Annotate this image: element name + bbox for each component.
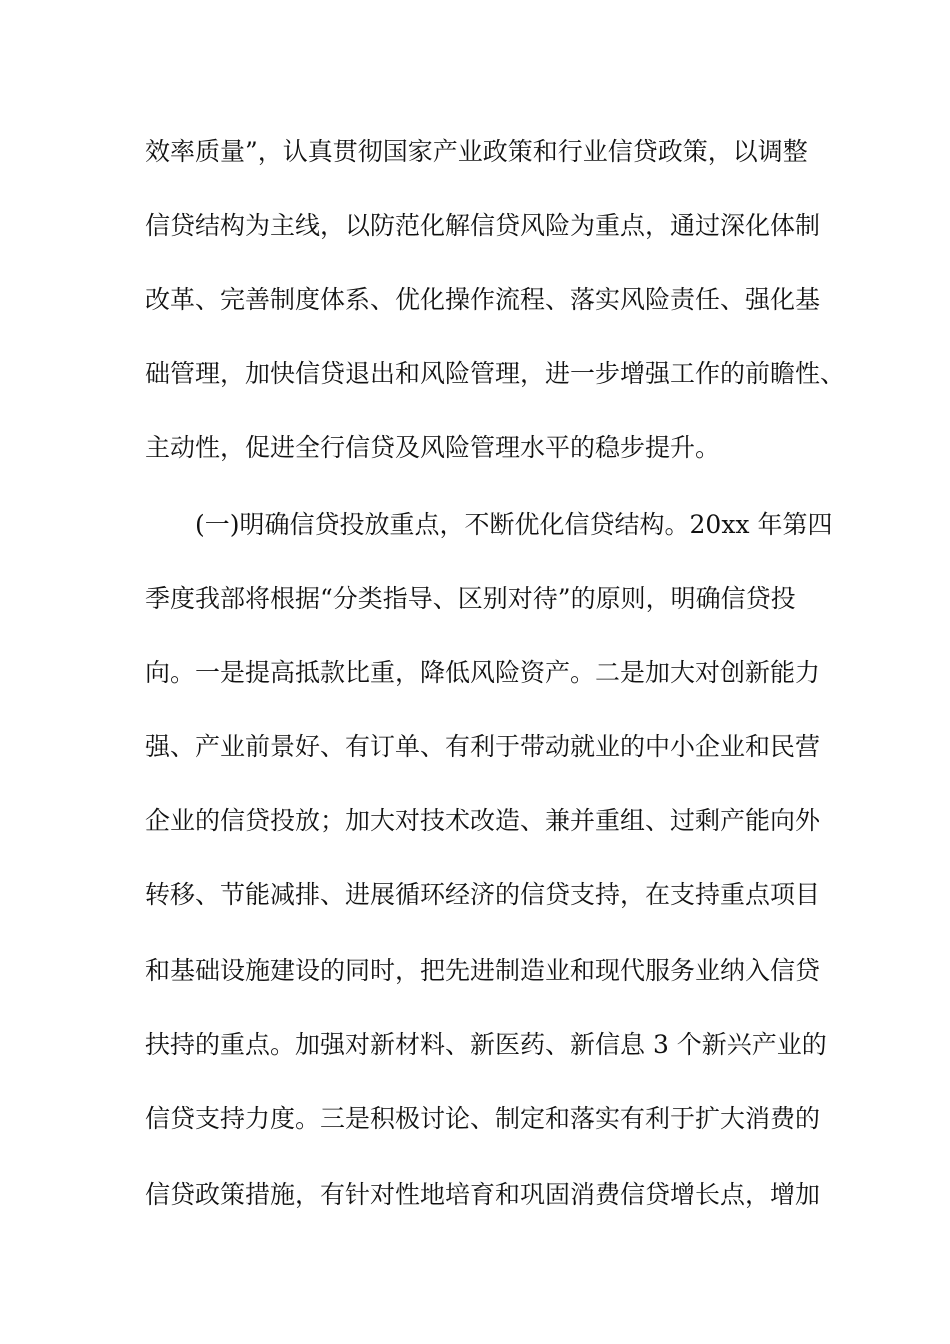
text-line: 扶持的重点。加强对新材料、新医药、新信息 3 个新兴产业的 [145,1030,827,1059]
text-line: 改革、完善制度体系、优化操作流程、落实风险责任、强化基 [145,285,821,314]
text-line: 主动性，促进全行信贷及风险管理水平的稳步提升。 [145,433,721,462]
text-line: 转移、节能减排、进展循环经济的信贷支持，在支持重点项目 [145,880,821,909]
text-line: 信贷支持力度。三是积极讨论、制定和落实有利于扩大消费的 [145,1104,821,1133]
text-line: 向。一是提高抵款比重，降低风险资产。二是加大对创新能力 [145,658,821,687]
text-line: 季度我部将根据“分类指导、区别对待”的原则，明确信贷投 [145,584,796,613]
text-line: 础管理，加快信贷退出和风险管理，进一步增强工作的前瞻性、 [145,359,846,388]
text-line: 信贷结构为主线，以防范化解信贷风险为重点，通过深化体制 [145,211,821,240]
text-line: 信贷政策措施，有针对性地培育和巩固消费信贷增长点，增加 [145,1180,821,1209]
text-line: 和基础设施建设的同时，把先进制造业和现代服务业纳入信贷 [145,956,821,985]
section-heading-line: (一)明确信贷投放重点，不断优化信贷结构。20xx 年第四 [195,510,833,539]
text-line: 效率质量”，认真贯彻国家产业政策和行业信贷政策，以调整 [145,137,808,166]
text-line: 强、产业前景好、有订单、有利于带动就业的中小企业和民营 [145,732,821,761]
text-line: 企业的信贷投放；加大对技术改造、兼并重组、过剩产能向外 [145,806,821,835]
